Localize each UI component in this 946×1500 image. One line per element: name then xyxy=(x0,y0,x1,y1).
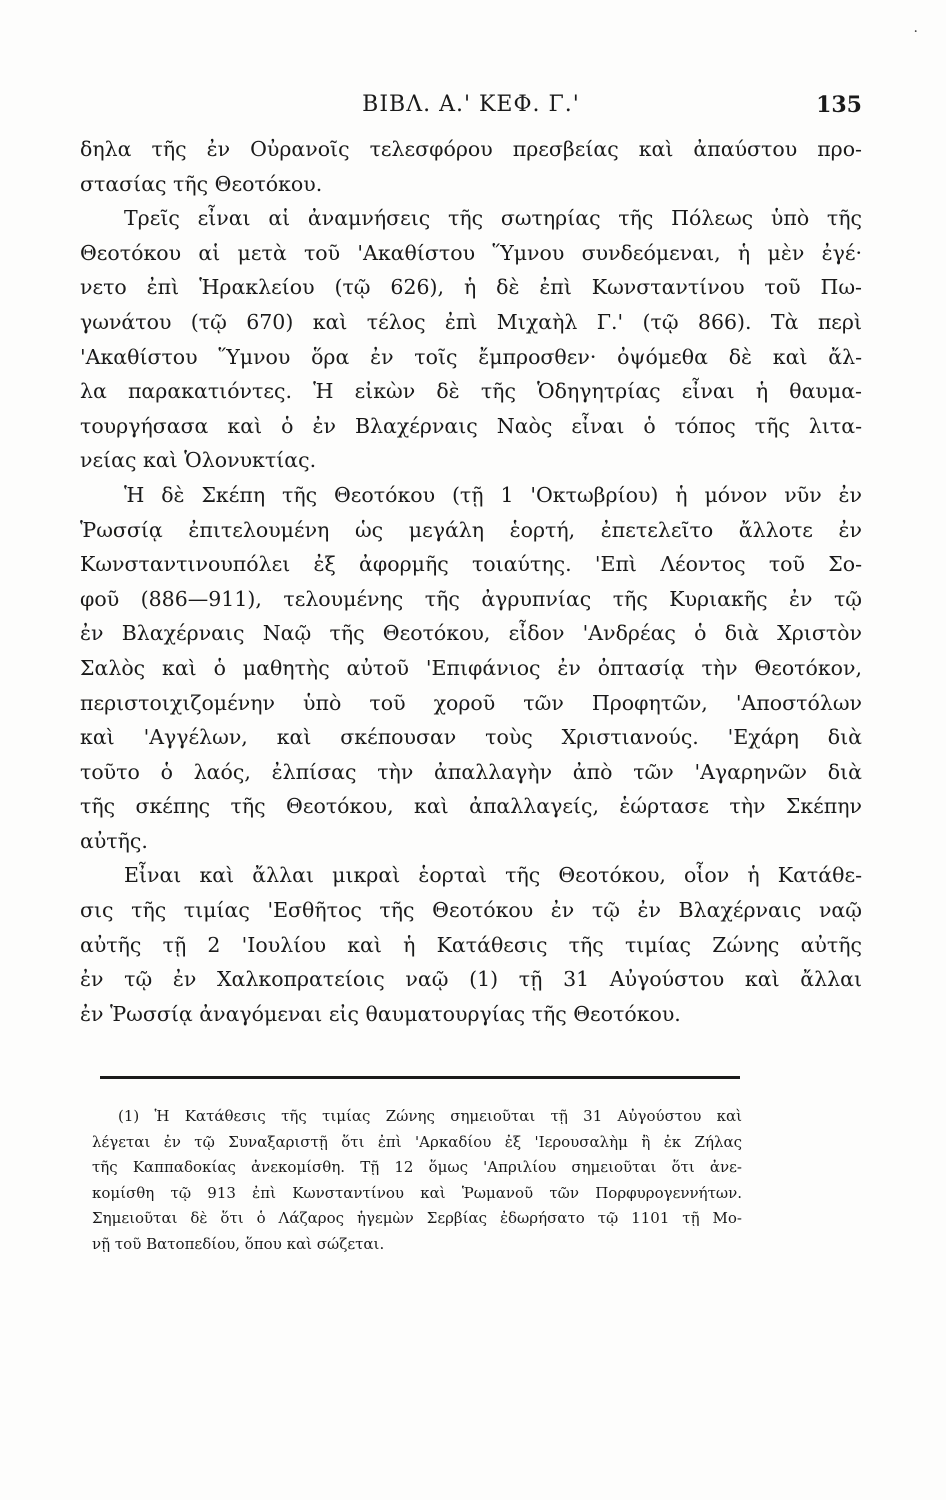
text-line: νείας καὶ Ὁλονυκτίας. xyxy=(80,448,317,473)
text-line: γωνάτου (τῷ 670) καὶ τέλος ἐπὶ Μιχαὴλ Γ.' (τῷ 866). Τὰ περὶ xyxy=(80,309,862,334)
footnote-rule xyxy=(100,1076,740,1079)
text-line: Εἶναι καὶ ἄλλαι μικραὶ ἑορταὶ τῆς Θεοτόκου, οἷον ἡ Κατάθε- xyxy=(124,863,862,888)
text-line: σις τῆς τιμίας 'Εσθῆτος τῆς Θεοτόκου ἐν τῷ ἐν Βλαχέρναις ναῷ xyxy=(80,898,862,923)
text-line: 'Ακαθίστου Ὕμνου ὅρα ἐν τοῖς ἔμπροσθεν· ὀψόμεθα δὲ καὶ ἄλ- xyxy=(80,344,862,369)
text-line: καὶ 'Αγγέλων, καὶ σκέπουσαν τοὺς Χριστιανούς. 'Εχάρη διὰ xyxy=(80,725,862,750)
footnote-line: (1) Ἡ Κατάθεσις τῆς τιμίας Ζώνης σημειοῦται τῇ 31 Αὐγούστου καὶ xyxy=(118,1107,742,1125)
text-line: τῆς σκέπης τῆς Θεοτόκου, καὶ ἀπαλλαγείς, ἑώρτασε τὴν Σκέπην xyxy=(80,794,862,819)
main-text xyxy=(80,132,862,1031)
text-line: φοῦ (886—911), τελουμένης τῆς ἀγρυπνίας τῆς Κυριακῆς ἐν τῷ xyxy=(80,586,862,611)
text-line: ἐν Ῥωσσίᾳ ἀναγόμεναι εἰς θαυματουργίας τῆς Θεοτόκου. xyxy=(80,1001,681,1026)
text-line: δηλα τῆς ἐν Οὐρανοῖς τελεσφόρου πρεσβείας καὶ ἀπαύστου προ- xyxy=(80,137,862,161)
running-head: ΒΙΒΛ. Α.' ΚΕΦ. Γ.' xyxy=(362,92,580,117)
footnotes xyxy=(92,1104,742,1257)
footnote-line: νῇ τοῦ Βατοπεδίου, ὅπου καὶ σώζεται. xyxy=(92,1234,385,1253)
footnote-line: τῆς Καππαδοκίας ἀνεκομίσθη. Τῇ 12 ὅμως 'Απριλίου σημειοῦται ὅτι ἀνε- xyxy=(92,1158,742,1176)
text-line: Σαλὸς καὶ ὁ μαθητὴς αὐτοῦ 'Επιφάνιος ἐν ὀπτασίᾳ τὴν Θεοτόκον, xyxy=(80,655,862,680)
footnote-line: Σημειοῦται δὲ ὅτι ὁ Λάζαρος ἡγεμὼν Σερβίας ἐδωρήσατο τῷ 1101 τῇ Μο- xyxy=(92,1209,742,1227)
text-line: Ῥωσσίᾳ ἐπιτελουμένη ὡς μεγάλη ἑορτή, ἐπετελεῖτο ἄλλοτε ἐν xyxy=(80,517,862,542)
corner-speck: · xyxy=(913,24,918,40)
text-line: νετο ἐπὶ Ἡρακλείου (τῷ 626), ἡ δὲ ἐπὶ Κωνσταντίνου τοῦ Πω- xyxy=(80,275,862,300)
text-line: Κωνσταντινουπόλει ἐξ ἀφορμῆς τοιαύτης. 'Επὶ Λέοντος τοῦ Σο- xyxy=(80,552,862,577)
page-header xyxy=(80,92,862,124)
footnote-line: λέγεται ἐν τῷ Συναξαριστῇ ὅτι ἐπὶ 'Αρκαδίου ἐξ 'Ιερουσαλὴμ ἢ ἐκ Ζήλας xyxy=(92,1132,742,1151)
text-line: τουργήσασα καὶ ὁ ἐν Βλαχέρναις Ναὸς εἶναι ὁ τόπος τῆς λιτα- xyxy=(80,413,862,438)
text-line: Θεοτόκου αἱ μετὰ τοῦ 'Ακαθίστου Ὕμνου συνδεόμεναι, ἡ μὲν ἐγέ· xyxy=(80,240,862,265)
text-line: ἐν Βλαχέρναις Ναῷ τῆς Θεοτόκου, εἶδον 'Ανδρέας ὁ διὰ Χριστὸν xyxy=(80,621,862,646)
text-line: περιστοιχιζομένην ὑπὸ τοῦ χοροῦ τῶν Προφητῶν, 'Αποστόλων xyxy=(80,690,862,715)
text-line: τοῦτο ὁ λαός, ἐλπίσας τὴν ἀπαλλαγὴν ἀπὸ τῶν 'Αγαρηνῶν διὰ xyxy=(80,759,862,784)
text-line: Ἡ δὲ Σκέπη τῆς Θεοτόκου (τῇ 1 'Οκτωβρίου) ἡ μόνον νῦν ἐν xyxy=(124,482,862,507)
text-line: λα παρακατιόντες. Ἡ εἰκὼν δὲ τῆς Ὁδηγητρίας εἶναι ἡ θαυμα- xyxy=(80,379,862,404)
footnote-line: κομίσθη τῷ 913 ἐπὶ Κωνσταντίνου καὶ Ῥωμανοῦ τῶν Πορφυρογεννήτων. xyxy=(92,1183,742,1202)
text-line: αὐτῆς τῇ 2 'Ιουλίου καὶ ἡ Κατάθεσις τῆς τιμίας Ζώνης αὐτῆς xyxy=(80,932,862,957)
text-line: ἐν τῷ ἐν Χαλκοπρατείοις ναῷ (1) τῇ 31 Αὐγούστου καὶ ἄλλαι xyxy=(80,967,862,992)
text-line: στασίας τῆς Θεοτόκου. xyxy=(80,171,323,196)
page-number: 135 xyxy=(816,92,862,118)
text-line: αὐτῆς. xyxy=(80,828,148,853)
text-line: Τρεῖς εἶναι αἱ ἀναμνήσεις τῆς σωτηρίας τῆς Πόλεως ὑπὸ τῆς xyxy=(124,206,862,231)
